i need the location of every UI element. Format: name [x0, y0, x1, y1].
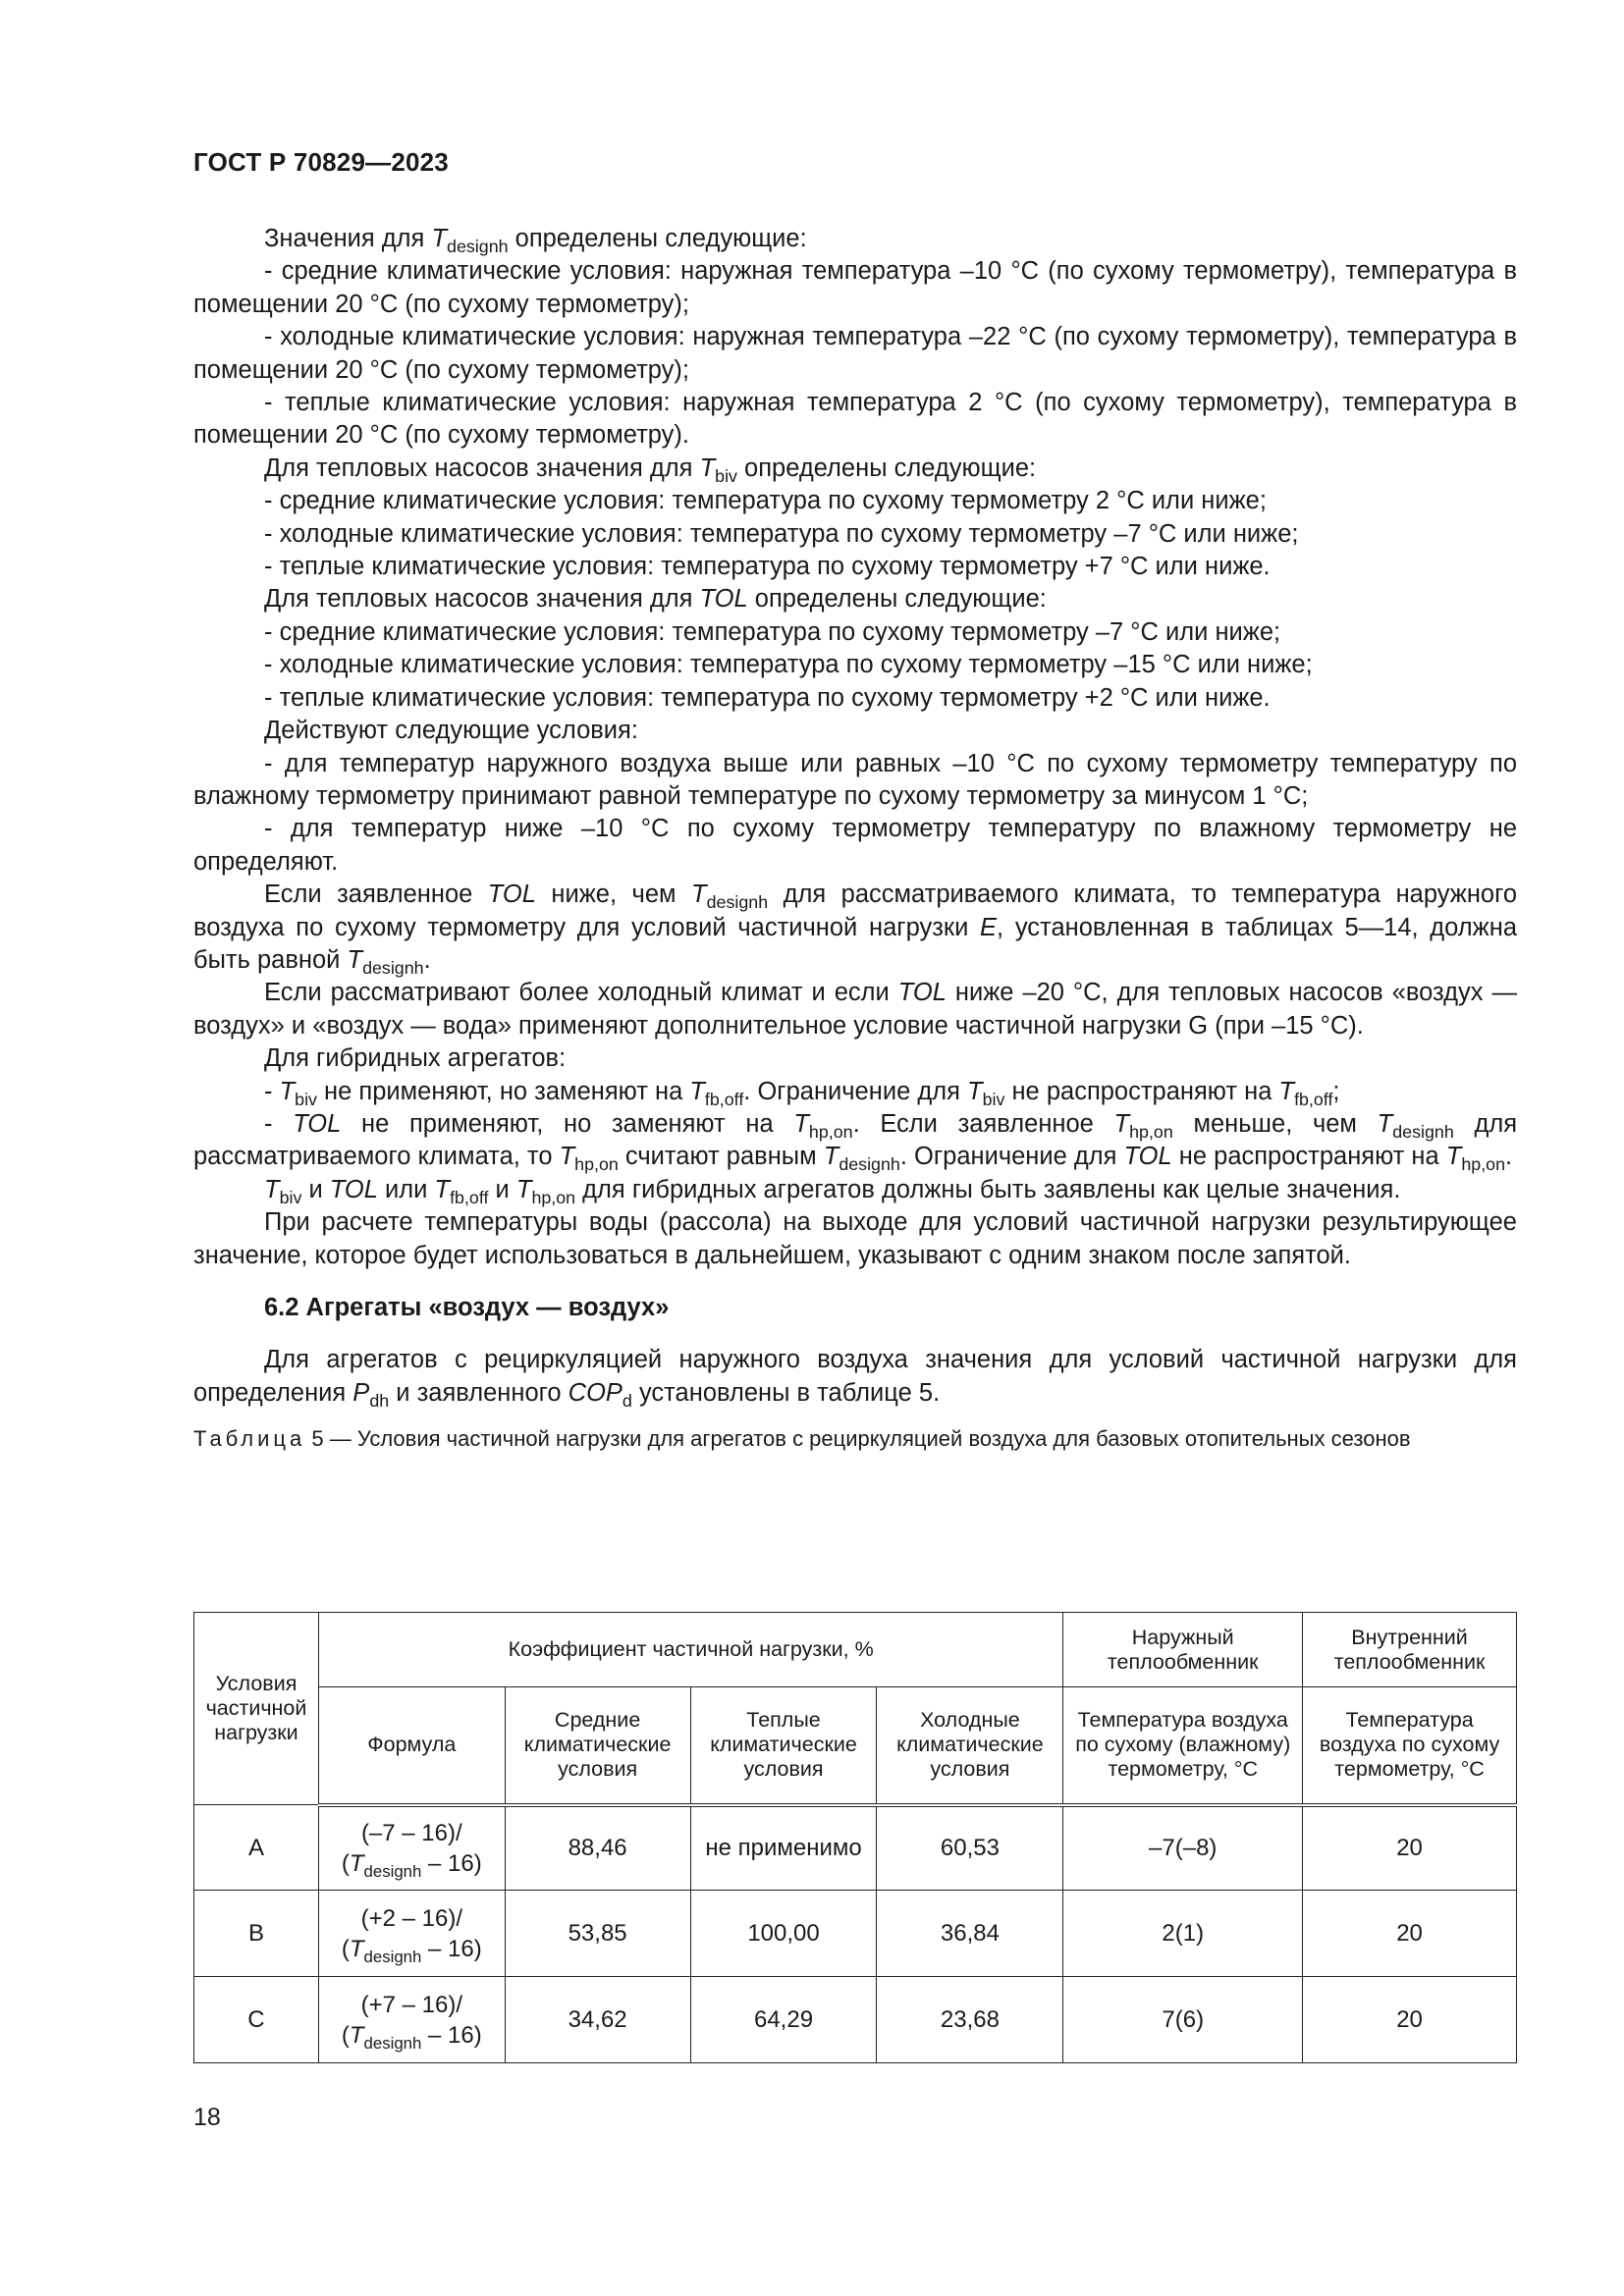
page-number: 18 — [193, 2104, 221, 2131]
cell-cold: 36,84 — [877, 1891, 1063, 1977]
header-cell-cold-climate: Холодные климатические условия — [877, 1687, 1063, 1805]
list-item: - теплые климатические условия: температура по сухому термометру +2 °С или ниже. — [264, 683, 1271, 712]
cell-cold: 60,53 — [877, 1805, 1063, 1891]
cell-formula: (+2 – 16)/ $(T_{designh} - 16)$ — [318, 1891, 505, 1977]
paragraph: Для тепловых насосов значения для $T_{biv}$ определены следующие: — [264, 454, 1037, 487]
paragraph: Значения для $T_{designh}$ определены следующие: — [264, 225, 807, 257]
list-item: - $T_{biv}$ не применяют, но заменяют на $T_{fb,off}$. Ограничение для $T_{biv}$ не распространяют на $T_{fb,off}$; — [264, 1077, 1340, 1109]
list-item: - холодные климатические условия: температура по сухому термометру –7 °С или ниже; — [264, 519, 1299, 548]
list-item: - TOL не применяют, но заменяют на $T_{hp,on}$. Если заявленное $T_{hp,on}$ меньше, чем $T_{designh}$ для рассматриваемого климата, то $T_{hp,on}$ считают равным $T_{designh}$. Ограничение для TOL не распространяют на $T_{hp,on}$. — [193, 1109, 1518, 1175]
header-cell-coefficient: Коэффициент частичной нагрузки, % — [318, 1613, 1062, 1687]
list-item: - средние климатические условия: температура по сухому термометру –7 °С или ниже; — [264, 617, 1281, 646]
paragraph: Действуют следующие условия: — [264, 717, 638, 745]
list-item: - средние климатические условия: температура по сухому термометру 2 °С или ниже; — [264, 487, 1267, 515]
header-cell-outer-exchanger: Наружный теплообменник — [1063, 1613, 1303, 1687]
cell-outer-temperature: 2(1) — [1063, 1891, 1303, 1977]
cell-outer-temperature: –7(–8) — [1063, 1805, 1303, 1891]
table-caption: Таблица 5 — Условия частичной нагрузки для агрегатов с рециркуляцией воздуха для базовых отопительных сезонов — [193, 1426, 1411, 1452]
cell-inner-temperature: 20 — [1303, 1977, 1517, 2063]
header-cell-conditions: Условия частичной нагрузки — [194, 1613, 319, 1805]
list-item: - для температур ниже –10 °С по сухому термометру температуру по влажному термометру не определяют. — [193, 815, 1517, 876]
header-cell-warm-climate: Теплые климатические условия — [690, 1687, 877, 1805]
list-item: - теплые климатические условия: температура по сухому термометру +7 °С или ниже. — [264, 553, 1271, 581]
list-item: - для температур наружного воздуха выше или равных –10 °С по сухому термометру температуру по влажному термометру принимают равной температуре по сухому термометру за минусом 1 °С; — [193, 749, 1517, 810]
cell-average: 53,85 — [505, 1891, 690, 1977]
header-cell-formula: Формула — [318, 1687, 505, 1805]
paragraph: Для гибридных агрегатов: — [264, 1044, 567, 1073]
cell-warm: не применимо — [690, 1805, 877, 1891]
paragraph: $T_{biv}$ и TOL или $T_{fb,off}$ и $T_{hp,on}$ для гибридных агрегатов должны быть заявлены как целые значения. — [264, 1175, 1401, 1208]
list-item: - средние климатические условия: наружная температура –10 °С (по сухому термометру), температура в помещении 20 °С (по сухому термометру); — [193, 257, 1517, 318]
header-cell-inner-temperature: Температура воздуха по сухому термометру, °С — [1303, 1687, 1517, 1805]
cell-inner-temperature: 20 — [1303, 1891, 1517, 1977]
paragraph: Для агрегатов с рециркуляцией наружного воздуха значения для условий частичной нагрузки для определения $P_{dh}$ и заявленного $COP_d$ установлены в таблице 5. — [193, 1346, 1517, 1412]
section-heading: 6.2 Агрегаты «воздух — воздух» — [264, 1294, 670, 1321]
paragraph: Если заявленное TOL ниже, чем $T_{designh}$ для рассматриваемого климата, то температура наружного воздуха по сухому термометру для условий частичной нагрузки E, установленная в таблицах 5—14, должна быть равной $T_{designh}$. — [193, 881, 1518, 979]
body-text — [193, 223, 1517, 1452]
list-item: - холодные климатические условия: температура по сухому термометру –15 °С или ниже; — [264, 651, 1313, 679]
cell-cold: 23,68 — [877, 1977, 1063, 2063]
cell-warm: 64,29 — [690, 1977, 877, 2063]
cell-condition: C — [194, 1977, 319, 2063]
list-item: - холодные климатические условия: наружная температура –22 °С (по сухому термометру), температура в помещении 20 °С (по сухому термометру); — [193, 323, 1517, 384]
paragraph: При расчете температуры воды (рассола) на выходе для условий частичной нагрузки результирующее значение, которое будет использоваться в дальнейшем, указывают с одним знаком после запятой. — [193, 1208, 1517, 1269]
table-row — [194, 1805, 1517, 1891]
header-cell-outer-temperature: Температура воздуха по сухому (влажному) термометру, °С — [1063, 1687, 1303, 1805]
table-row — [194, 1891, 1517, 1977]
paragraph: Для тепловых насосов значения для TOL определены следующие: — [264, 585, 1047, 614]
cell-average: 88,46 — [505, 1805, 690, 1891]
header-cell-inner-exchanger: Внутренний теплообменник — [1303, 1613, 1517, 1687]
paragraph: Если рассматривают более холодный климат и если TOL ниже –20 °С, для тепловых насосов «воздух — воздух» и «воздух — вода» применяют дополнительное условие частичной нагрузки G (при –15 °С). — [193, 979, 1517, 1040]
cell-outer-temperature: 7(6) — [1063, 1977, 1303, 2063]
cell-warm: 100,00 — [690, 1891, 877, 1977]
cell-formula: (–7 – 16)/ $(T_{designh} - 16)$ — [318, 1805, 505, 1891]
cell-inner-temperature: 20 — [1303, 1805, 1517, 1891]
cell-condition: A — [194, 1805, 319, 1891]
cell-formula: (+7 – 16)/ $(T_{designh} - 16)$ — [318, 1977, 505, 2063]
cell-average: 34,62 — [505, 1977, 690, 2063]
list-item: - теплые климатические условия: наружная температура 2 °С (по сухому термометру), температура в помещении 20 °С (по сухому термометру). — [193, 389, 1517, 450]
document-header: ГОСТ Р 70829—2023 — [193, 147, 449, 177]
table-row — [194, 1977, 1517, 2063]
header-cell-average-climate: Средние климатические условия — [505, 1687, 690, 1805]
cell-condition: B — [194, 1891, 319, 1977]
part-load-conditions-table — [193, 1612, 1517, 2063]
